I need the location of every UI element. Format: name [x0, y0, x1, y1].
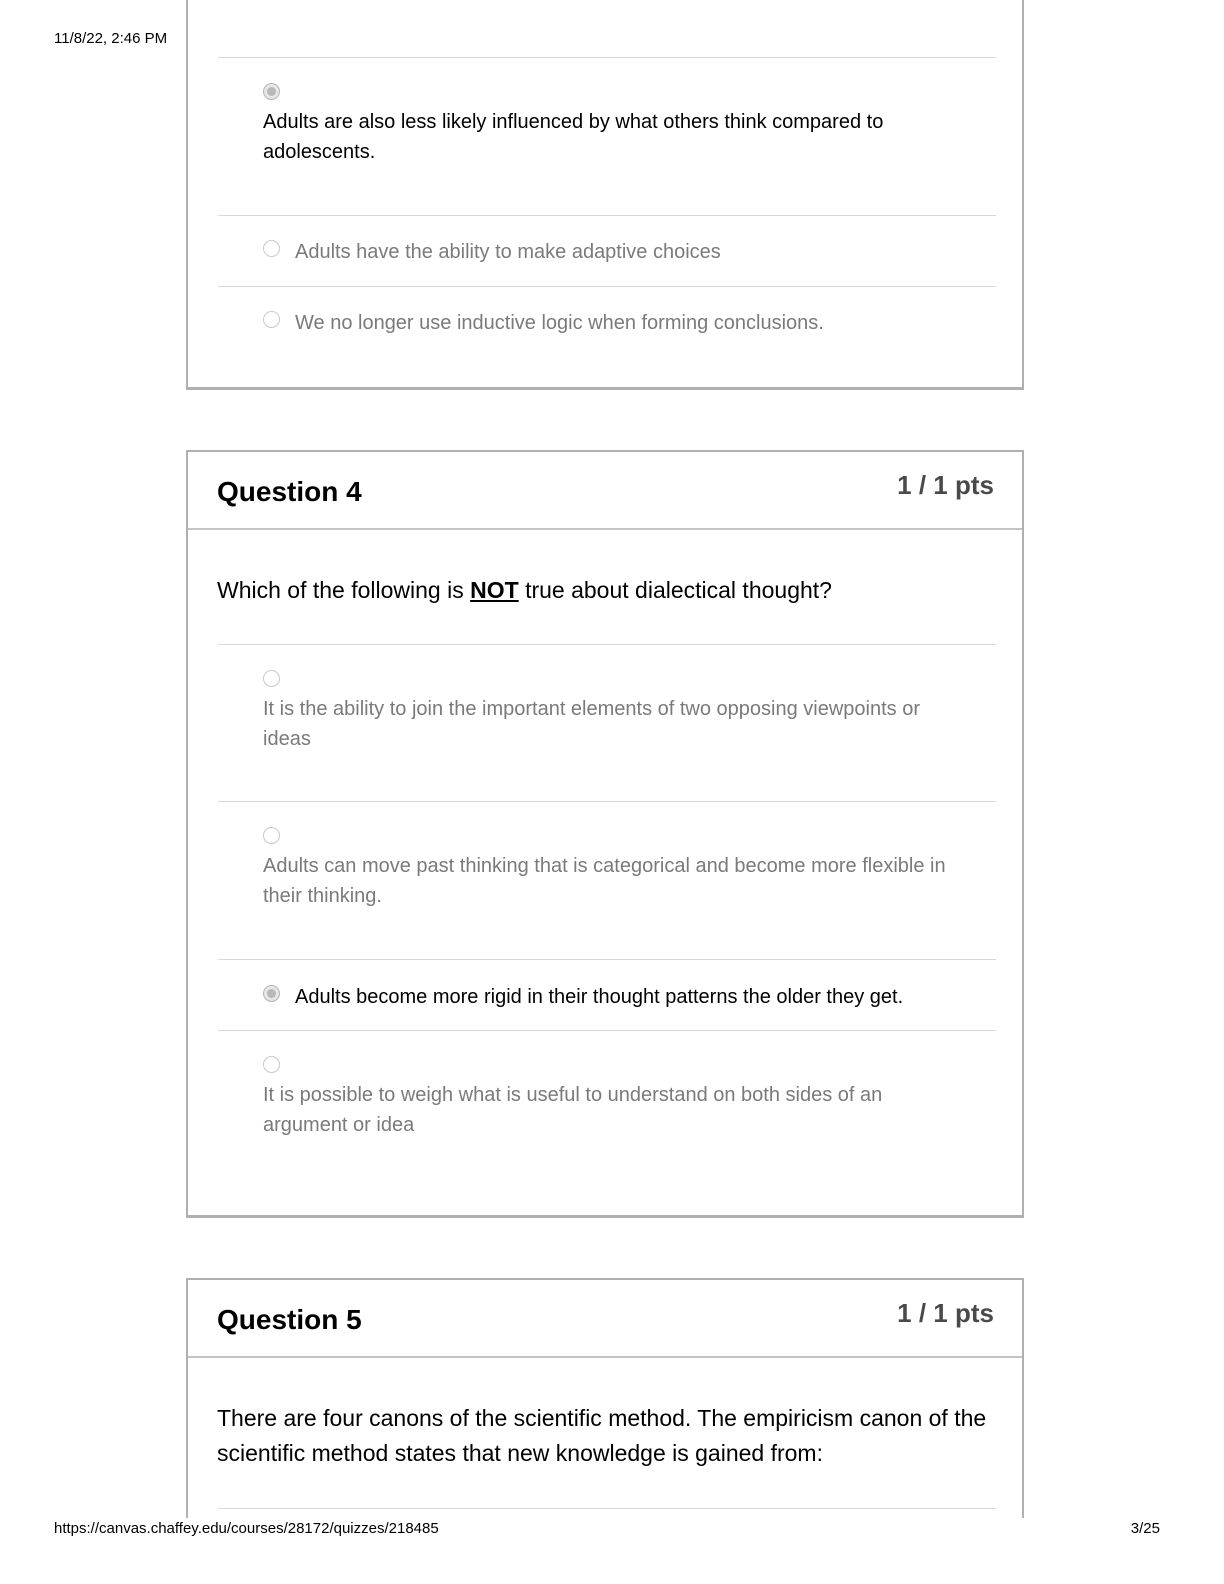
- answer-option-selected: Adults are also less likely influenced by what others think compared to adolescents.: [263, 111, 884, 163]
- radio-icon[interactable]: [263, 311, 280, 328]
- answer-divider: [218, 644, 996, 645]
- radio-selected-icon[interactable]: [263, 83, 280, 100]
- print-page-number: 3/25: [1130, 1520, 1160, 1537]
- answer-divider: [218, 959, 996, 960]
- question-title: Question 4: [217, 476, 362, 507]
- radio-selected-icon[interactable]: [263, 985, 280, 1002]
- print-footer: [0, 1520, 1224, 1540]
- answer-divider: [218, 286, 996, 287]
- answer-option: It is the ability to join the important elements of two opposing viewpoints or ideas: [263, 698, 921, 750]
- answer-option: Adults can move past thinking that is categorical and become more flexible in their thinking.: [263, 855, 946, 907]
- question-title: Question 5: [217, 1304, 362, 1335]
- prompt-text: true about dialectical thought?: [518, 577, 832, 603]
- radio-icon[interactable]: [263, 240, 280, 257]
- prompt-emphasis: NOT: [470, 577, 519, 603]
- answer-divider: [218, 1030, 996, 1031]
- radio-icon[interactable]: [263, 1056, 280, 1073]
- radio-icon[interactable]: [263, 827, 280, 844]
- prompt-text: Which of the following is: [217, 577, 471, 603]
- question-header: [188, 1280, 1022, 1358]
- answer-divider: [218, 801, 996, 802]
- question-4-card: [186, 450, 1024, 1218]
- answer-divider: [218, 1508, 996, 1509]
- answer-option: It is possible to weigh what is useful to understand on both sides of an argument or idea: [263, 1084, 883, 1136]
- question-prompt: There are four canons of the scientific method. The empiricism canon of the scientific method states that new knowledge is gained from:: [217, 1405, 987, 1466]
- answer-option-selected: Adults become more rigid in their thought patterns the older they get.: [295, 986, 904, 1008]
- question-5-card: [186, 1278, 1024, 1518]
- question-header: [188, 452, 1022, 530]
- answer-option: We no longer use inductive logic when forming conclusions.: [295, 312, 824, 334]
- answer-divider: [218, 57, 996, 58]
- radio-icon[interactable]: [263, 670, 280, 687]
- question-prompt: [217, 573, 987, 608]
- question-points: 1 / 1 pts: [897, 1298, 994, 1328]
- print-datetime: 11/8/22, 2:46 PM: [54, 30, 168, 47]
- answer-divider: [218, 215, 996, 216]
- question-points: 1 / 1 pts: [897, 470, 994, 500]
- question-3-card: [186, 0, 1024, 390]
- print-url: https://canvas.chaffey.edu/courses/28172/quizzes/218485: [54, 1520, 439, 1537]
- answer-option: Adults have the ability to make adaptive choices: [295, 241, 721, 263]
